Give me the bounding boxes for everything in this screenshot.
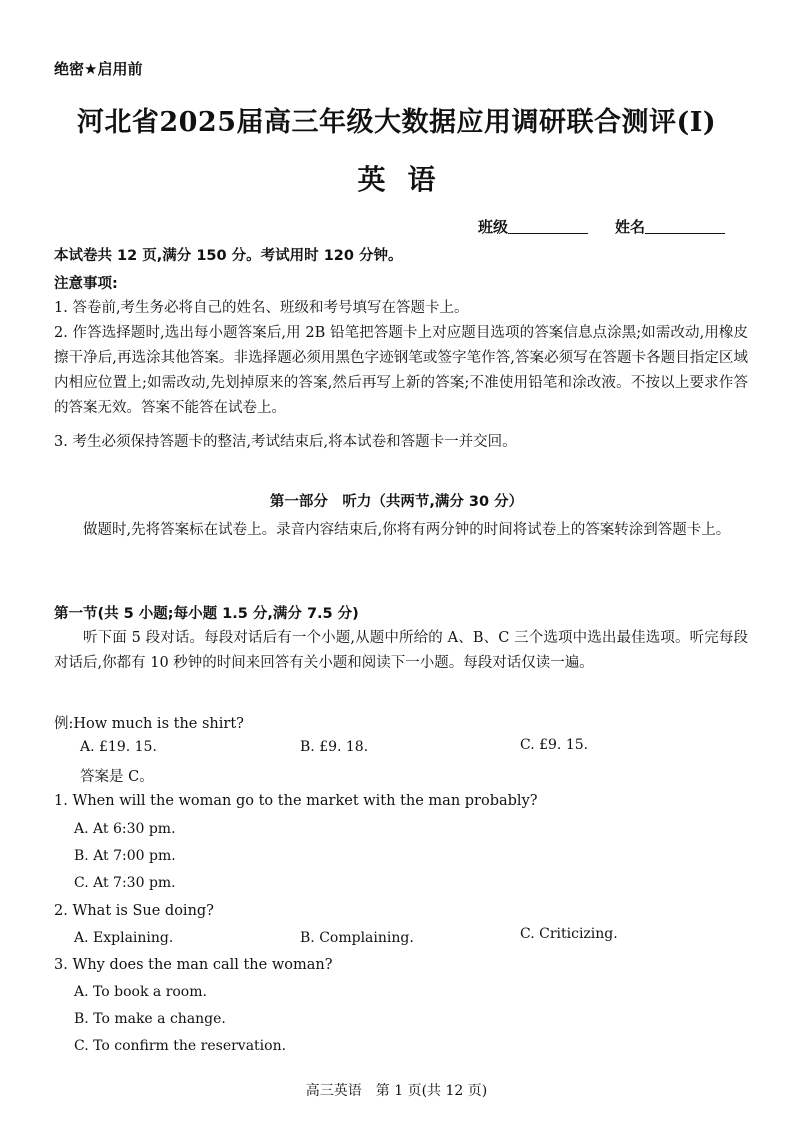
- class-blank-line: [508, 219, 588, 234]
- example-answer: 答案是 C。: [80, 769, 154, 785]
- question-1: 1. When will the woman go to the market with the man probably?: [54, 793, 538, 809]
- example-option-b: B. £9. 18.: [300, 739, 369, 755]
- section1-instructions: 听下面 5 段对话。每段对话后有一个小题,从题中所给的 A、B、C 三个选项中选出最佳选项。听完每段对话后,你都有 10 秒钟的时间来回答有关小题和阅读下一小题。每段对话仅读一遍。: [54, 630, 748, 671]
- notes-title: 注意事项:: [54, 276, 118, 292]
- part1-title: 第一部分 听力（共两节,满分 30 分）: [269, 494, 524, 510]
- q3-option-b: B. To make a change.: [74, 1011, 226, 1027]
- question-3: 3. Why does the man call the woman?: [54, 957, 333, 973]
- name-label: 姓名: [615, 218, 646, 236]
- note-item: 3. 考生必须保持答题卡的整洁,考试结束后,将本试卷和答题卡一并交回。: [54, 434, 517, 450]
- subject-title: 英语: [357, 163, 458, 196]
- example-option-c: C. £9. 15.: [520, 737, 589, 753]
- class-field: [478, 216, 588, 237]
- exam-summary: 本试卷共 12 页,满分 150 分。考试用时 120 分钟。: [54, 248, 403, 264]
- q2-option-c: C. Criticizing.: [520, 926, 618, 942]
- q2-option-a: A. Explaining.: [74, 930, 174, 946]
- name-blank-line: [645, 219, 725, 234]
- confidential-mark: 绝密★启用前: [54, 60, 143, 78]
- question-2: 2. What is Sue doing?: [54, 903, 214, 919]
- q1-option-b: B. At 7:00 pm.: [74, 848, 176, 864]
- example-question: 例:How much is the shirt?: [54, 716, 244, 732]
- part1-instructions: 做题时,先将答案标在试卷上。录音内容结束后,你将有两分钟的时间将试卷上的答案转涂到答题卡上。: [83, 522, 731, 538]
- page-footer: 高三英语 第 1 页(共 12 页): [305, 1083, 488, 1099]
- q3-option-c: C. To confirm the reservation.: [74, 1038, 287, 1054]
- name-field: [615, 216, 725, 237]
- q2-option-b: B. Complaining.: [300, 930, 414, 946]
- q1-option-a: A. At 6:30 pm.: [74, 821, 176, 837]
- q1-option-c: C. At 7:30 pm.: [74, 875, 176, 891]
- section1-title: 第一节(共 5 小题;每小题 1.5 分,满分 7.5 分): [54, 606, 359, 622]
- note-item: 2. 作答选择题时,选出每小题答案后,用 2B 铅笔把答题卡上对应题目选项的答案信息点涂黑;如需改动,用橡皮擦干净后,再选涂其他答案。非选择题必须用黑色字迹钢笔或签字笔作答,答案必须写在答题卡各题目指定区域内相应位置上;如需改动,先划掉原来的答案,然后再写上新的答案;不准使用铅笔和涂改液。不按以上要求作答的答案无效。答案不能答在试卷上。: [54, 325, 748, 416]
- q3-option-a: A. To book a room.: [74, 984, 207, 1000]
- example-option-a: A. £19. 15.: [80, 739, 157, 755]
- note-item: 1. 答卷前,考生务必将自己的姓名、班级和考号填写在答题卡上。: [54, 300, 469, 316]
- class-label: 班级: [478, 218, 509, 236]
- exam-title: 河北省2025届高三年级大数据应用调研联合测评(Ⅰ): [76, 107, 717, 138]
